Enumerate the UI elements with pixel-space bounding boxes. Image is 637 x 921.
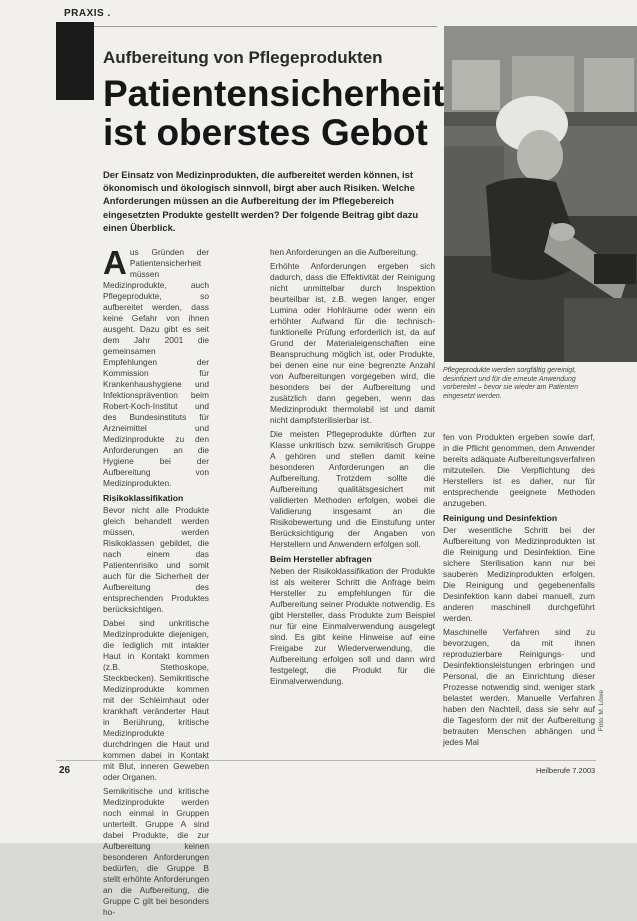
text-column-3 (443, 432, 595, 751)
intro-paragraph (103, 244, 209, 489)
paragraph: Maschinelle Verfahren sind zu bevorzugen, da mit ihnen reproduzierbare Reinigungs- und Desinfektionsleistungen erbringen und Personal, die an Einrichtung dieser Prozesse notwendig sind, weniger stark belastet werden. Manuelle Verfahren haben den Nachteil, dass sie sehr auf die Tagesform der mit der Aufbereitung betrauten Menschen abhängen und jedes Mal (443, 627, 595, 747)
paragraph: Semikritische und kritische Medizinprodukte werden noch einmal in Gruppen unterteilt. Gruppe A sind dabei Produkte, die zur Aufbereitung keinen besonderen Anforderungen bedürfen, die Gruppe B stellt erhöhte Anforderungen an die Aufbereitung, die Gruppe C gilt bei besonders ho- (103, 786, 209, 917)
drop-cap: A (103, 244, 127, 281)
section-label: PRAXIS . (64, 8, 111, 19)
paragraph: Neben der Risikoklassifikation der Produkte ist als weiterer Schritt die Anfrage beim Hersteller zu empfehlungen für die Aufbereitung seiner Produkte notwendig. Es gibt Hersteller, dass Produkte zum Beispiel nur für eine Einmalverwendung ausgelegt sind. Es gibt keine Hinweise auf eine Freigabe zur Wiederverwendung, die Aufbereitung erfolgen soll und dann wird festgelegt, die Produkt für die Einmalverwendung. (270, 566, 435, 686)
subheading-reinigung: Reinigung und Desinfektion (443, 513, 558, 523)
decorative-block (56, 22, 94, 100)
page-number: 26 (59, 765, 71, 776)
text-column-2 (270, 247, 435, 690)
article-lead: Der Einsatz von Medizinprodukten, die aufbereitet werden können, ist ökonomisch und ökologisch sinnvoll, birgt aber auch Risiken. Welche Anforderungen müssen an die Aufbereitung der im Pflegebereich eingesetzten Produkte gestellt werden? Der folgende Beitrag gibt dazu einen Überblick. (103, 169, 419, 233)
text-column-1 (103, 244, 209, 921)
paragraph: Die meisten Pflegeprodukte dürften zur Klasse unkritisch bzw. semikritisch Gruppe A gehören und stellen damit keine besonderen Anforderungen an die Aufbereitung. Trotzdem sollte die Aufbereitung qualitätsgesichert mit validierten Methoden erfolgen, wobei die Validierung insgesamt an die Risikobewertung und die Einstufung unter Berücksichtigung der Angaben von Herstellern und Anwendern erfolgen soll. (270, 429, 435, 549)
paragraph: hen Anforderungen an die Aufbereitung. (270, 247, 419, 257)
paragraph: Erhöhte Anforderungen ergeben sich dadurch, dass die Effektivität der Reinigung nicht unmittelbar durch Inspektion beurteilbar ist, z.B. wegen langer, enger Lumina oder Hohlräume oder wenn ein erhöhter Aufwand für die technisch-funktionelle Prüfung erforderlich ist, da auf Grund der Materialeigenschaften eine Beanspruchung möglich ist, oder Produkte, bei denen eine nur eine begrenzte Anzahl von Aufbereitungen vorgegeben wird, die besonders bei der Aufbereitung und zusätzlich dann gegeben, wenn das Medizinprodukt thermolabil ist und damit nicht dampfsterilisierbar ist. (270, 261, 435, 425)
article-photo (444, 26, 637, 362)
intro-text: us Gründen der Patientensicherheit müssen Medizinprodukte, auch Pflegeprodukte, so aufbereitet werden, dass keine Gefahr von ihnen ausgeht. Dazu gibt es seit dem Jahr 2001 die gemeinsamen Empfehlungen der Kommission für Krankenhaushygiene und Infektionsprävention beim Robert-Koch-Institut und des Bundesinstituts für Arzneimittel und Medizinprodukte zu den Anforderungen an die Hygiene bei der Aufbereitung von Medizinprodukten. (103, 247, 209, 488)
journal-issue: Heilberufe 7.2003 (536, 766, 596, 775)
article-kicker: Aufbereitung von Pflegeprodukten (103, 48, 383, 67)
subheading-risikoklassifikation: Risikoklassifikation (103, 493, 184, 503)
footer-rule (56, 760, 596, 761)
photo-credit: Foto: M. Löwe (598, 690, 605, 732)
photo-illustration (444, 26, 637, 362)
paragraph: Bevor nicht alle Produkte gleich behandelt werden müssen, werden Risikoklassen gebildet, die nach einem das Patientenrisiko und somit auch für die Sicherheit der Aufbereitung des entsprechenden Produktes berücksichtigen. (103, 505, 209, 614)
photo-caption: Pflegeprodukte werden sorgfältig gereinigt, desinfiziert und für die erneute Anwendung vorbereitet – bevor sie wieder am Patienten eingesetzt werden. (443, 367, 579, 400)
paragraph: fen von Produkten ergeben sowie darf, in die Pflicht genommen, dem Anwender bereits adäquate Aufbereitungsverfahren mitzuteilen. Die Verpflichtung des Herstellers ist es daher, nur für entsprechende geeignete Methoden anzugeben. (443, 432, 595, 508)
article-headline: Patientensicherheit ist oberstes Gebot (103, 73, 445, 153)
paragraph: Der wesentliche Schritt bei der Aufbereitung von Medizinprodukten ist die Reinigung und Desinfektion. Eine sichere Sterilisation kann nur bei sauberen Medizinprodukten erfolgen. Die Reinigung und gegebenenfalls Desinfektion kann dabei manuell, zum anderen maschinell durchgeführt werden. (443, 525, 595, 623)
header-rule (56, 12, 437, 27)
subheading-hersteller: Beim Hersteller abfragen (270, 554, 372, 564)
paragraph: Dabei sind unkritische Medizinprodukte diejenigen, die lediglich mit intakter Haut in Kontakt kommen (z.B. Stethoskope, Steckbecken). Semikritische Medizinprodukte kommen mit der Schleimhaut oder krankhaft veränderter Haut in Berührung, kritische Medizinprodukte durchdringen die Haut und kommen dabei in Kontakt mit Blut, inneren Geweben oder Organen. (103, 618, 209, 782)
